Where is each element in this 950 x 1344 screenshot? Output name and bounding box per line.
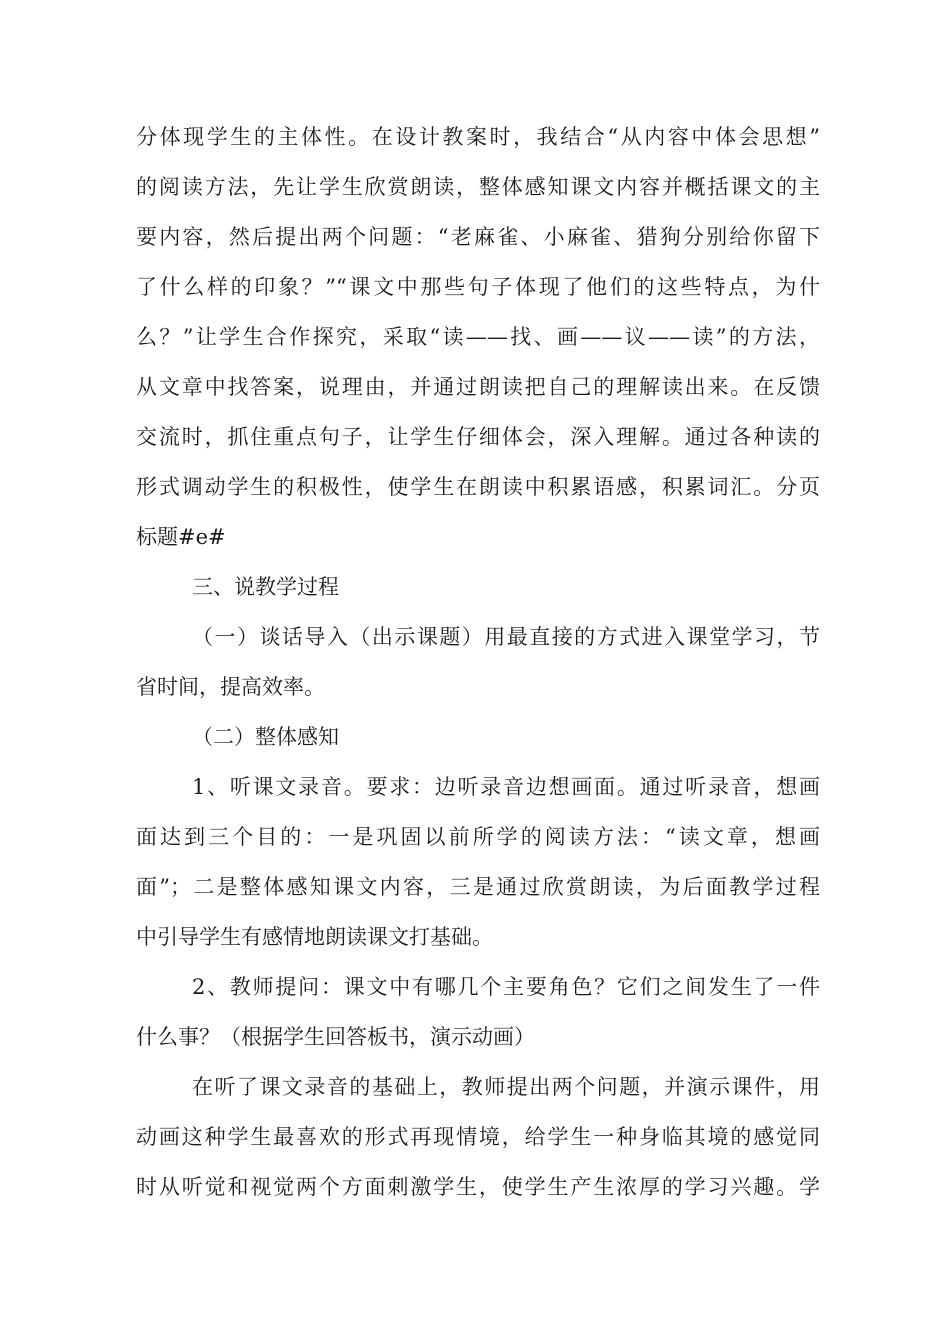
text-line: 要内容，然后提出两个问题：“老麻雀、小麻雀、猎狗分别给你留下 — [136, 225, 820, 249]
text-line: 了什么样的印象？”“课文中那些句子体现了他们的这些特点，为什 — [136, 275, 820, 299]
text-line: 时从听觉和视觉两个方面刺激学生，使学生产生浓厚的学习兴趣。学 — [136, 1175, 820, 1199]
text-line: 面”；二是整体感知课文内容，三是通过欣赏朗读，为后面教学过程 — [136, 875, 820, 899]
text-line: 的阅读方法，先让学生欣赏朗读，整体感知课文内容并概括课文的主 — [136, 175, 820, 199]
text-line: 面达到三个目的：一是巩固以前所学的阅读方法：“读文章，想画 — [136, 825, 820, 849]
text-line: 么？”让学生合作探究，采取“读——找、画——议——读”的方法， — [136, 325, 820, 349]
section-heading: 三、说教学过程 — [192, 575, 339, 599]
subsection-heading: （二）整体感知 — [192, 725, 339, 749]
text-line: 省时间，提高效率。 — [136, 675, 325, 699]
text-line: 分体现学生的主体性。在设计教案时，我结合“从内容中体会思想” — [136, 125, 820, 149]
text-line: 从文章中找答案，说理由，并通过朗读把自己的理解读出来。在反馈 — [136, 375, 820, 399]
subsection-heading: （一）谈话导入（出示课题）用最直接的方式进入课堂学习，节 — [192, 625, 820, 649]
text-line: 交流时，抓住重点句子，让学生仔细体会，深入理解。通过各种读的 — [136, 425, 820, 449]
text-line: 动画这种学生最喜欢的形式再现情境，给学生一种身临其境的感觉同 — [136, 1125, 820, 1149]
list-item: 2、教师提问：课文中有哪几个主要角色？它们之间发生了一件 — [192, 975, 820, 999]
page-break-marker: 标题#e# — [136, 525, 226, 549]
text-line: 形式调动学生的积极性，使学生在朗读中积累语感，积累词汇。分页 — [136, 475, 820, 499]
text-line: 中引导学生有感情地朗读课文打基础。 — [136, 925, 493, 949]
text-line: 什么事？（根据学生回答板书，演示动画） — [136, 1025, 535, 1049]
body-text — [136, 112, 820, 1212]
list-item: 1、听课文录音。要求：边听录音边想画面。通过听录音，想画 — [192, 775, 820, 799]
paragraph-start: 在听了课文录音的基础上，教师提出两个问题，并演示课件，用 — [192, 1075, 820, 1099]
